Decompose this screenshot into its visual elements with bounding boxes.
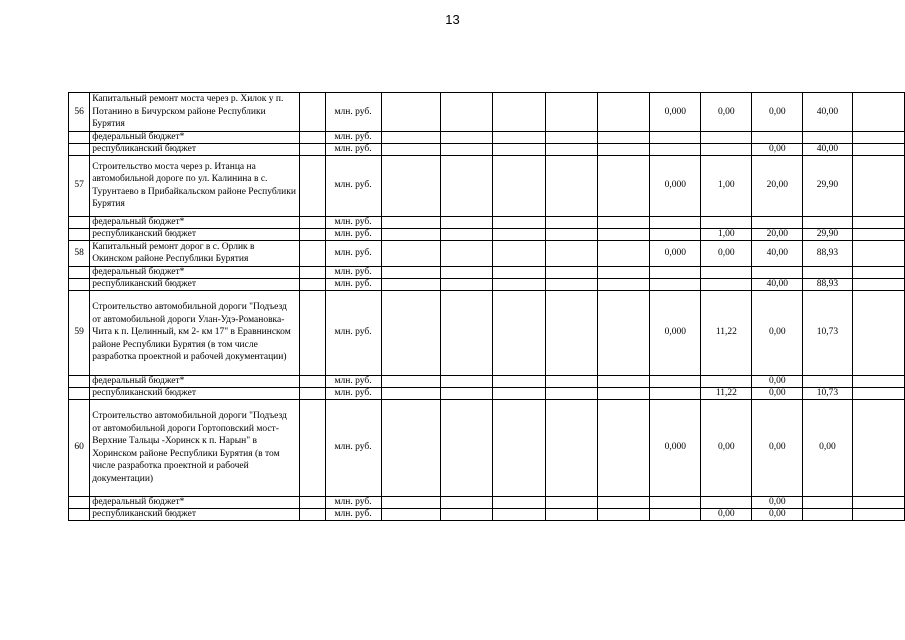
row-value: 0,00	[752, 375, 803, 387]
row-value	[650, 278, 701, 290]
row-value	[701, 266, 752, 278]
row-value: 0,00	[752, 143, 803, 155]
empty-cell	[493, 496, 545, 508]
row-value: 40,00	[803, 143, 852, 155]
table-row	[69, 240, 905, 266]
empty-cell	[381, 131, 440, 143]
row-number	[69, 216, 90, 228]
row-value: 0,000	[650, 93, 701, 132]
row-unit: млн. руб.	[325, 290, 381, 375]
empty-cell	[300, 216, 326, 228]
row-value	[701, 278, 752, 290]
row-unit: млн. руб.	[325, 143, 381, 155]
empty-cell	[300, 93, 326, 132]
empty-cell	[545, 131, 597, 143]
empty-cell	[300, 228, 326, 240]
empty-cell	[493, 228, 545, 240]
row-number	[69, 131, 90, 143]
table-row	[69, 290, 905, 375]
empty-cell	[597, 496, 649, 508]
empty-cell	[852, 375, 904, 387]
row-value	[701, 375, 752, 387]
empty-cell	[493, 290, 545, 375]
row-unit: млн. руб.	[325, 240, 381, 266]
empty-cell	[545, 93, 597, 132]
empty-cell	[493, 93, 545, 132]
empty-cell	[493, 143, 545, 155]
empty-cell	[545, 155, 597, 216]
row-value	[752, 131, 803, 143]
empty-cell	[597, 216, 649, 228]
empty-cell	[852, 399, 904, 496]
empty-cell	[545, 508, 597, 520]
empty-cell	[545, 266, 597, 278]
row-name: федеральный бюджет*	[90, 216, 300, 228]
empty-cell	[545, 387, 597, 399]
empty-cell	[381, 496, 440, 508]
row-value	[803, 216, 852, 228]
empty-cell	[493, 508, 545, 520]
empty-cell	[852, 93, 904, 132]
row-value	[752, 216, 803, 228]
empty-cell	[300, 143, 326, 155]
row-value: 40,00	[803, 93, 852, 132]
row-value: 0,000	[650, 290, 701, 375]
empty-cell	[441, 216, 493, 228]
empty-cell	[300, 155, 326, 216]
row-value	[650, 131, 701, 143]
empty-cell	[545, 143, 597, 155]
empty-cell	[493, 240, 545, 266]
row-name: федеральный бюджет*	[90, 131, 300, 143]
empty-cell	[300, 266, 326, 278]
row-value	[701, 496, 752, 508]
table-row	[69, 399, 905, 496]
empty-cell	[381, 266, 440, 278]
empty-cell	[381, 399, 440, 496]
empty-cell	[441, 131, 493, 143]
empty-cell	[493, 216, 545, 228]
row-number	[69, 387, 90, 399]
row-value	[803, 508, 852, 520]
row-value	[650, 496, 701, 508]
empty-cell	[441, 143, 493, 155]
row-value: 0,00	[752, 290, 803, 375]
row-value	[650, 216, 701, 228]
empty-cell	[381, 375, 440, 387]
empty-cell	[493, 387, 545, 399]
row-value: 0,00	[701, 399, 752, 496]
empty-cell	[381, 387, 440, 399]
empty-cell	[852, 508, 904, 520]
empty-cell	[381, 278, 440, 290]
row-unit: млн. руб.	[325, 508, 381, 520]
table-row	[69, 143, 905, 155]
empty-cell	[545, 228, 597, 240]
row-unit: млн. руб.	[325, 375, 381, 387]
empty-cell	[441, 266, 493, 278]
row-name: Строительство автомобильной дороги "Подъезд от автомобильной дороги Улан-Удэ-Романовка-Чита к п. Целинный, км 2- км 17" в Еравнинском районе Республики Бурятия (в том числе разработка проектной и рабочей документации)	[90, 290, 300, 375]
empty-cell	[300, 240, 326, 266]
row-value	[803, 375, 852, 387]
empty-cell	[852, 278, 904, 290]
row-name: республиканский бюджет	[90, 387, 300, 399]
row-number	[69, 143, 90, 155]
page-number: 13	[445, 12, 460, 27]
row-number	[69, 278, 90, 290]
row-value: 0,000	[650, 240, 701, 266]
table-row	[69, 278, 905, 290]
row-name: федеральный бюджет*	[90, 266, 300, 278]
empty-cell	[545, 290, 597, 375]
empty-cell	[381, 216, 440, 228]
row-number: 58	[69, 240, 90, 266]
empty-cell	[852, 143, 904, 155]
row-value: 0,00	[701, 93, 752, 132]
empty-cell	[381, 228, 440, 240]
row-name: республиканский бюджет	[90, 143, 300, 155]
row-value	[752, 266, 803, 278]
row-value: 0,00	[701, 240, 752, 266]
empty-cell	[597, 266, 649, 278]
empty-cell	[597, 375, 649, 387]
row-unit: млн. руб.	[325, 496, 381, 508]
empty-cell	[441, 496, 493, 508]
empty-cell	[597, 131, 649, 143]
row-value: 0,000	[650, 399, 701, 496]
row-name: Строительство автомобильной дороги "Подъезд от автомобильной дороги Гортоповский мост-Верхние Тальцы -Хоринск к п. Нарын" в Хоринском районе Республики Бурятия (в том числе разработка проектной и рабочей документации)	[90, 399, 300, 496]
empty-cell	[493, 266, 545, 278]
empty-cell	[300, 508, 326, 520]
row-value	[701, 216, 752, 228]
empty-cell	[597, 240, 649, 266]
empty-cell	[493, 375, 545, 387]
row-number	[69, 496, 90, 508]
empty-cell	[381, 240, 440, 266]
row-value: 88,93	[803, 278, 852, 290]
empty-cell	[300, 375, 326, 387]
row-number	[69, 508, 90, 520]
empty-cell	[381, 508, 440, 520]
empty-cell	[852, 387, 904, 399]
row-number	[69, 266, 90, 278]
row-value: 0,00	[752, 496, 803, 508]
row-value: 29,90	[803, 228, 852, 240]
table-row	[69, 93, 905, 132]
empty-cell	[493, 131, 545, 143]
empty-cell	[852, 155, 904, 216]
empty-cell	[597, 143, 649, 155]
table-row	[69, 216, 905, 228]
empty-cell	[441, 278, 493, 290]
empty-cell	[545, 375, 597, 387]
empty-cell	[441, 399, 493, 496]
empty-cell	[381, 143, 440, 155]
empty-cell	[441, 93, 493, 132]
empty-cell	[852, 228, 904, 240]
row-value: 11,22	[701, 387, 752, 399]
table-row	[69, 155, 905, 216]
row-value: 0,00	[701, 508, 752, 520]
empty-cell	[300, 278, 326, 290]
empty-cell	[597, 278, 649, 290]
table-row	[69, 508, 905, 520]
empty-cell	[300, 399, 326, 496]
row-value	[650, 266, 701, 278]
empty-cell	[597, 228, 649, 240]
row-value	[650, 375, 701, 387]
empty-cell	[597, 399, 649, 496]
row-value: 0,00	[752, 387, 803, 399]
row-value: 0,00	[752, 508, 803, 520]
empty-cell	[300, 496, 326, 508]
row-value: 20,00	[752, 228, 803, 240]
empty-cell	[852, 240, 904, 266]
row-name: Капитальный ремонт дорог в с. Орлик в Окинском районе Республики Бурятия	[90, 240, 300, 266]
empty-cell	[597, 93, 649, 132]
empty-cell	[597, 508, 649, 520]
row-name: федеральный бюджет*	[90, 375, 300, 387]
empty-cell	[852, 131, 904, 143]
row-value: 88,93	[803, 240, 852, 266]
row-unit: млн. руб.	[325, 228, 381, 240]
row-value: 10,73	[803, 387, 852, 399]
table-body	[69, 93, 905, 521]
empty-cell	[381, 290, 440, 375]
empty-cell	[300, 290, 326, 375]
row-unit: млн. руб.	[325, 131, 381, 143]
row-value: 0,00	[803, 399, 852, 496]
empty-cell	[300, 387, 326, 399]
empty-cell	[493, 155, 545, 216]
empty-cell	[381, 93, 440, 132]
row-number: 60	[69, 399, 90, 496]
row-unit: млн. руб.	[325, 216, 381, 228]
row-name: федеральный бюджет*	[90, 496, 300, 508]
row-number: 57	[69, 155, 90, 216]
table-row	[69, 266, 905, 278]
empty-cell	[852, 266, 904, 278]
table-row	[69, 131, 905, 143]
row-value: 20,00	[752, 155, 803, 216]
empty-cell	[441, 387, 493, 399]
empty-cell	[852, 216, 904, 228]
row-unit: млн. руб.	[325, 155, 381, 216]
row-value: 0,00	[752, 399, 803, 496]
row-value	[803, 266, 852, 278]
row-number	[69, 228, 90, 240]
empty-cell	[852, 290, 904, 375]
empty-cell	[545, 278, 597, 290]
empty-cell	[597, 387, 649, 399]
row-value	[701, 143, 752, 155]
row-unit: млн. руб.	[325, 399, 381, 496]
row-value: 29,90	[803, 155, 852, 216]
row-number: 56	[69, 93, 90, 132]
empty-cell	[852, 496, 904, 508]
empty-cell	[441, 228, 493, 240]
empty-cell	[493, 399, 545, 496]
empty-cell	[441, 240, 493, 266]
empty-cell	[441, 290, 493, 375]
empty-cell	[545, 216, 597, 228]
row-value: 0,000	[650, 155, 701, 216]
empty-cell	[545, 496, 597, 508]
empty-cell	[545, 240, 597, 266]
row-value: 1,00	[701, 228, 752, 240]
row-unit: млн. руб.	[325, 387, 381, 399]
row-value	[803, 496, 852, 508]
row-number: 59	[69, 290, 90, 375]
empty-cell	[441, 155, 493, 216]
row-value: 10,73	[803, 290, 852, 375]
row-name: Капитальный ремонт моста через р. Хилок у п. Потанино в Бичурском районе Республики Бурятия	[90, 93, 300, 132]
empty-cell	[545, 399, 597, 496]
row-value	[650, 387, 701, 399]
row-unit: млн. руб.	[325, 266, 381, 278]
row-value	[650, 143, 701, 155]
empty-cell	[381, 155, 440, 216]
empty-cell	[597, 155, 649, 216]
row-name: республиканский бюджет	[90, 278, 300, 290]
row-unit: млн. руб.	[325, 93, 381, 132]
table-row	[69, 496, 905, 508]
row-value: 0,00	[752, 93, 803, 132]
row-value: 40,00	[752, 278, 803, 290]
empty-cell	[597, 290, 649, 375]
row-number	[69, 375, 90, 387]
table-row	[69, 375, 905, 387]
empty-cell	[300, 131, 326, 143]
row-value: 1,00	[701, 155, 752, 216]
budget-table	[68, 92, 905, 521]
row-value: 40,00	[752, 240, 803, 266]
row-unit: млн. руб.	[325, 278, 381, 290]
table-row	[69, 228, 905, 240]
row-value	[701, 131, 752, 143]
row-value	[803, 131, 852, 143]
empty-cell	[493, 278, 545, 290]
empty-cell	[441, 508, 493, 520]
row-name: республиканский бюджет	[90, 508, 300, 520]
row-name: республиканский бюджет	[90, 228, 300, 240]
table-row	[69, 387, 905, 399]
row-value	[650, 508, 701, 520]
row-name: Строительство моста через р. Итанца на автомобильной дороге по ул. Калинина в с. Турунтаево в Прибайкальском районе Республики Бурятия	[90, 155, 300, 216]
row-value: 11,22	[701, 290, 752, 375]
row-value	[650, 228, 701, 240]
empty-cell	[441, 375, 493, 387]
